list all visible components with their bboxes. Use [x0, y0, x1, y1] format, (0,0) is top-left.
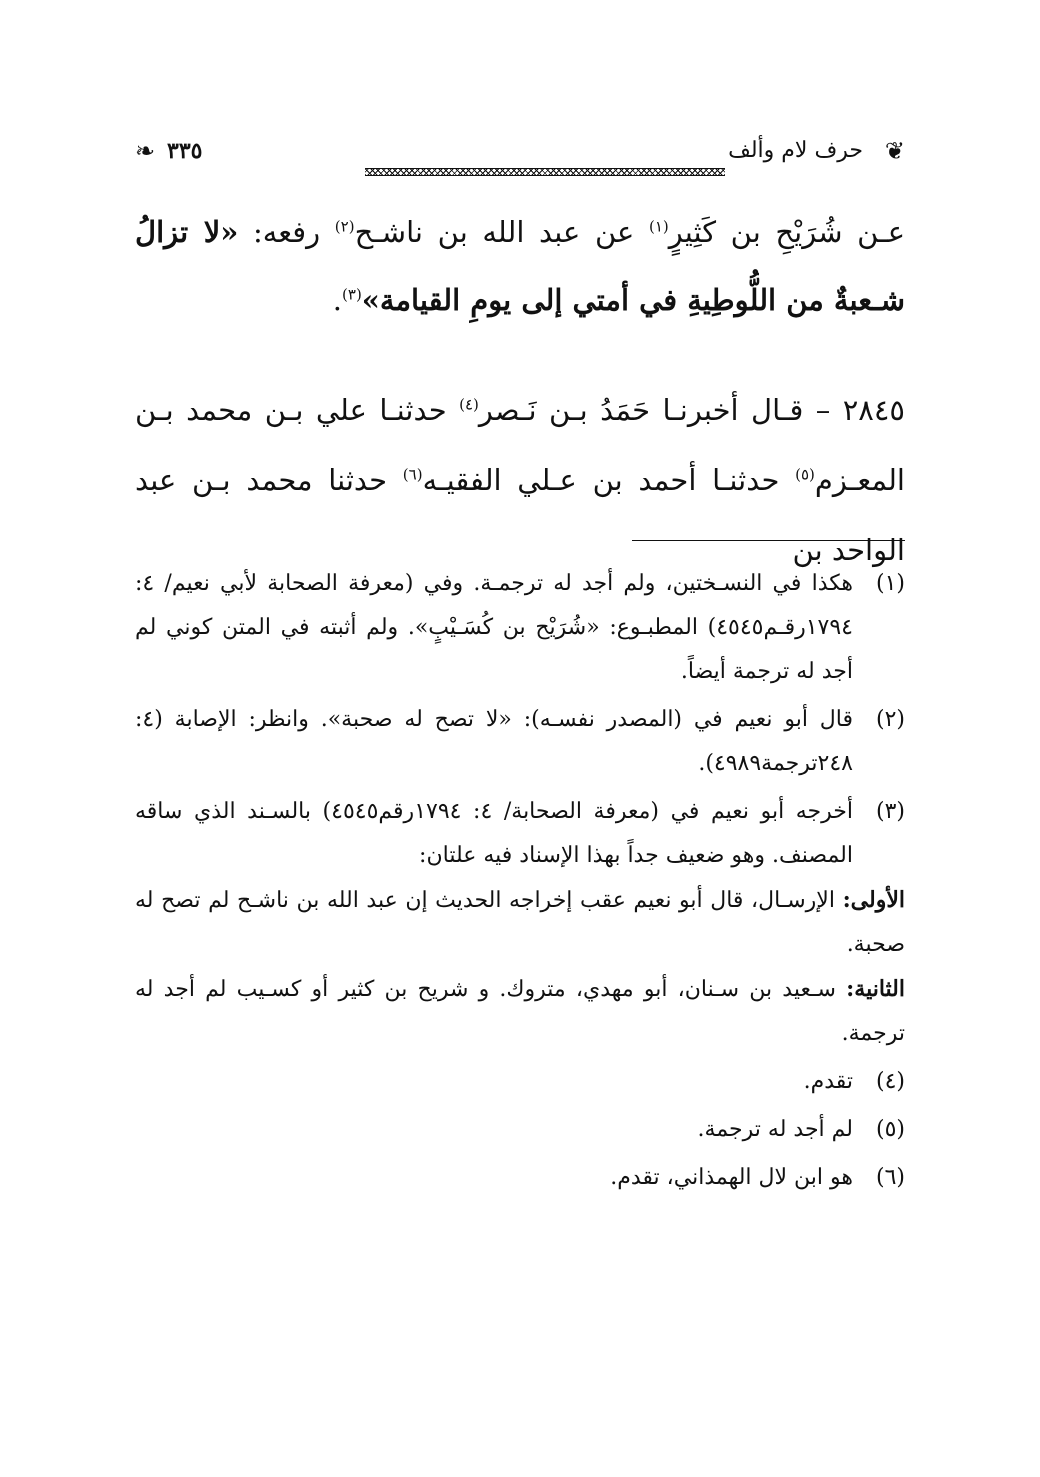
subitem-label: الأولى: [842, 887, 906, 913]
text-segment: حدثنـا أحمد بن عـلي الفقيـه [422, 463, 796, 497]
hadith-quote: «لا تزالُ شـعبةٌ من اللُّوطِيةِ في أمتي إلى يومِ القيامة» [135, 215, 905, 317]
ornament-icon: ❧ [135, 137, 156, 165]
footnote [135, 562, 905, 694]
text-segment: عن عبد الله بن ناشـح [354, 215, 649, 249]
footnote-text: تقدم. [803, 1069, 853, 1094]
text-segment: ٢٨٤٥ – قـال أخبرنـا حَمَدُ بـن نَـصر [478, 393, 905, 427]
footnote [135, 1060, 905, 1104]
text-segment: رفعه: [238, 215, 335, 249]
footnote-subitem [135, 967, 905, 1056]
footnote-ref[interactable]: (٤) [459, 395, 479, 414]
footnote-text: لم أجد له ترجمة. [697, 1117, 853, 1142]
footnote [135, 1156, 905, 1200]
footnote-number: (٦) [875, 1165, 905, 1190]
subitem-text: الإرسـال، قال أبو نعيم عقب إخراجه الحديث إن عبد الله بن ناشـح لم تصح له صحبة. [135, 888, 905, 957]
subitem-text: سـعيد بن سـنان، أبو مهدي، متروك. و شريح بن كثير أو كسـيب لم أجد له ترجمة. [135, 977, 905, 1046]
main-paragraph-2 [135, 375, 905, 585]
text-segment: حدثنـا علي بـن محمد بـن المعـزم [135, 393, 905, 497]
main-paragraph-1 [135, 198, 905, 334]
footnote-number: (٣) [875, 799, 905, 824]
running-header [135, 132, 905, 176]
footnote-number: (٢) [875, 707, 905, 732]
header-rule [365, 168, 725, 176]
footnotes [135, 562, 905, 1204]
footnote-subitem [135, 878, 905, 967]
footnote-ref[interactable]: (١) [648, 217, 669, 236]
footnote-number: (٤) [875, 1069, 905, 1094]
footnote [135, 698, 905, 786]
footnote-text: هو ابن لال الهمذاني، تقدم. [610, 1165, 853, 1190]
footnote-number: (٥) [875, 1117, 905, 1142]
footnote-text: أخرجه أبو نعيم في (معرفة الصحابة/ ٤: ١٧٩٤رقم٤٥٤٥) بالسـند الذي ساقه المصنف. وهو ضعيف جداً بهذا الإسناد فيه علتان: [135, 799, 854, 868]
footnote-ref[interactable]: (٢) [334, 217, 355, 236]
footnote-number: (١) [875, 571, 905, 596]
footnote-ref[interactable]: (٥) [795, 465, 815, 484]
page-number: ٣٣٥ [167, 138, 203, 164]
footnote-text: قال أبو نعيم في (المصدر نفسـه): «لا تصح له صحبة». وانظر: الإصابة (٤: ٢٤٨ترجمة٤٩٨٩). [135, 707, 853, 776]
text-segment: . [332, 283, 343, 317]
text-segment: عـن شُرَيْحِ بن كَثِيرٍ [668, 215, 906, 249]
footnote-divider [632, 540, 905, 541]
footnote-ref[interactable]: (٣) [342, 285, 362, 304]
footnote [135, 790, 905, 878]
subitem-label: الثانية: [846, 976, 905, 1002]
text-segment: حدثنا محمد بـن عبد الواحد بن [135, 463, 905, 567]
footnote-ref[interactable]: (٦) [402, 465, 423, 484]
ornament-icon: ❦ [884, 137, 905, 165]
footnote-text: هكذا في النسـختين، ولم أجد له ترجمـة. وفي (معرفة الصحابة لأبي نعيم/ ٤: ١٧٩٤رقـم٤٥٤٥) المطبـوع: «شُرَيْح بن كُسَـيْبٍ». ولم أثبته في المتن كوني لم أجد له ترجمة أيضاً. [135, 571, 853, 684]
chapter-title: حرف لام وألف [728, 138, 863, 163]
footnote [135, 1108, 905, 1152]
